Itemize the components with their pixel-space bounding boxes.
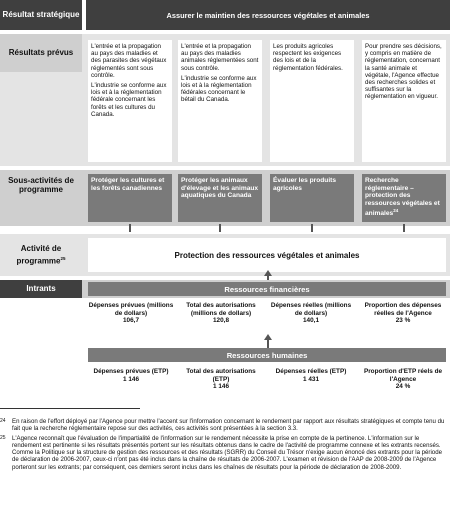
sub-activity-1-text: Protéger les cultures et les forêts canadiennes <box>91 177 165 192</box>
expected-result-3 <box>270 40 354 162</box>
human-item-1-label: Dépenses prévues (ETP) <box>93 368 169 375</box>
sub-activities-label-text: Sous-activités de programme <box>8 175 74 194</box>
connector-3 <box>311 224 313 232</box>
footnote-25-text: L'Agence reconnaît que l'évaluation de l'impartialité de l'information sur le rendement nécessite la prise en compte de la pertinence. L'information sur le rendement est pertinente si les résultats présentés portent sur les résultats obtenus dans le cadre de l'activité de programme connexe et les extrants recensés. Comme la Politique sur la structure de gestion des ressources et des résultats (SGRR) du Conseil du Trésor n'exige aucun énoncé des extrants pour la période de déclaration de 2006-2007, ceux-ci n'ont pas été inclus dans la chaîne de résultats de 2006-2007. L'examen et révision de l'AAP de 2008-2009 de l'Agence porteront sur les extrants; par conséquent, ces derniers seront inclus dans les chaînes de résultats pour la période de déclaration de 2008-2009. <box>12 434 442 471</box>
sub-activity-2 <box>178 174 262 222</box>
sub-activity-2-text: Protéger les animaux d'élevage et les animaux aquatiques du Canada <box>181 177 259 200</box>
financial-item-4-value: 23 % <box>395 317 411 325</box>
human-item-4-label: Proportion d'ETP réels de l'Agence <box>363 368 443 383</box>
footnote-24 <box>0 418 450 433</box>
financial-resources-header <box>88 282 446 296</box>
strategic-outcome-text: Assurer le maintien des ressources végétales et animales <box>166 10 370 20</box>
expected-results-label <box>0 34 82 72</box>
human-item-2 <box>178 368 264 391</box>
connector-6 <box>267 340 269 348</box>
expected-result-2-p1: L'entrée et la propagation au pays des maladies animales réglementées sont sous contrôle. <box>181 43 259 72</box>
footnote-25 <box>0 435 450 471</box>
expected-result-2-p2: L'industrie se conforme aux lois et à la réglementation fédérales concernant le bétail du Canada. <box>181 74 257 104</box>
financial-item-2 <box>178 302 264 325</box>
sub-activity-4 <box>362 174 446 222</box>
financial-item-2-value: 120,8 <box>213 317 229 325</box>
connector-1 <box>129 224 131 232</box>
expected-result-2 <box>178 40 262 162</box>
financial-item-4-label: Proportion des dépenses réelles de l'Agence <box>364 302 442 317</box>
financial-item-1-value: 106,7 <box>123 317 139 325</box>
footnote-ref-24: 24 <box>393 208 399 214</box>
activity-label-text: Activité de programme <box>16 244 62 266</box>
activity-box <box>88 238 446 272</box>
human-item-2-value: 1 146 <box>213 383 229 391</box>
sub-activity-3-text: Évaluer les produits agricoles <box>273 177 337 192</box>
expected-result-3-p1: Les produits agricoles respectent les exigences des lois et de la réglementation fédérales. <box>273 43 343 72</box>
strategic-outcome-label-text: Résultat stratégique <box>2 10 80 20</box>
financial-item-4 <box>356 302 450 325</box>
strategic-outcome-label <box>0 0 82 30</box>
strategic-outcome-box <box>86 0 450 30</box>
footnotes <box>0 418 450 473</box>
footnote-24-number: 24 <box>0 418 6 424</box>
financial-item-2-label: Total des autorisations (millions de dollars) <box>186 302 256 317</box>
footnote-divider <box>0 408 140 409</box>
activity-label <box>0 234 82 276</box>
connector-4 <box>403 224 405 232</box>
financial-item-1-label: Dépenses prévues (millions de dollars) <box>88 302 174 317</box>
sub-activity-3 <box>270 174 354 222</box>
human-item-1 <box>88 368 174 383</box>
expected-result-4 <box>362 40 446 162</box>
human-item-3-label: Dépenses réelles (ETP) <box>275 368 347 375</box>
financial-item-3-value: 140,1 <box>303 317 319 325</box>
expected-result-1-p2: L'industrie se conforme aux lois et à la réglementation fédérale concernant les forêts et les cultures du Canada. <box>91 82 167 118</box>
human-item-1-value: 1 146 <box>123 375 139 383</box>
inputs-label-text: Intrants <box>26 284 56 294</box>
financial-item-1 <box>88 302 174 325</box>
activity-text: Protection des ressources végétales et animales <box>174 250 360 260</box>
financial-item-3 <box>268 302 354 325</box>
human-resources-title: Ressources humaines <box>226 350 308 360</box>
human-resources-header <box>88 348 446 362</box>
sub-activity-4-text: Recherche réglementaire – protection des ressources végétales et animales <box>365 177 440 218</box>
human-item-3 <box>268 368 354 383</box>
human-item-2-label: Total des autorisations (ETP) <box>186 368 256 383</box>
expected-result-4-p1: Pour prendre ses décisions, y compris en matière de réglementation, concernant la santé animale et végétale, l'Agence effectue des recherches solides et suffisantes sur la réglementation en vigueur. <box>365 43 442 101</box>
financial-resources-title: Ressources financières <box>224 284 310 294</box>
footnote-24-text: En raison de l'effort déployé par l'Agence pour mettre l'accent sur l'information concernant le rendement par rapport aux résultats stratégiques et compte tenu du fait que la recherche réglementaire repose sur des activités, ces activités sont présentées à la section 3.3. <box>12 418 445 433</box>
sub-activities-label <box>0 170 82 200</box>
financial-item-3-label: Dépenses réelles (millions de dollars) <box>270 302 352 317</box>
footnote-25-number: 25 <box>0 434 6 441</box>
expected-result-1-p1: L'entrée et la propagation au pays des maladies et des parasites des végétaux réglementés sont sous contrôle. <box>91 43 167 79</box>
inputs-label <box>0 280 82 298</box>
connector-2 <box>219 224 221 232</box>
expected-result-1 <box>88 40 172 162</box>
sub-activity-1 <box>88 174 172 222</box>
footnote-ref-25: 25 <box>60 255 66 261</box>
human-item-4-value: 24 % <box>395 383 411 391</box>
expected-results-label-text: Résultats prévus <box>8 48 74 58</box>
human-item-3-value: 1 431 <box>303 375 319 383</box>
human-item-4 <box>356 368 450 391</box>
